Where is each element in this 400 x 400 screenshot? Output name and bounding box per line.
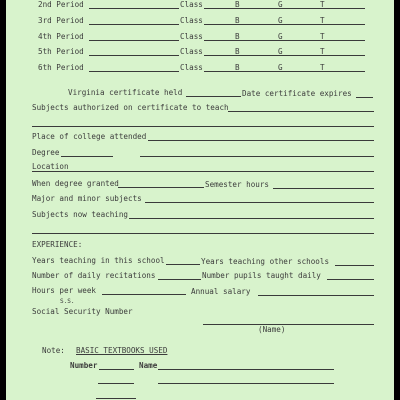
semester-hours-label: Semester hours: [205, 180, 270, 189]
total-label: T: [320, 0, 325, 9]
years-other-label: Years teaching other schools: [201, 257, 330, 266]
major-minor-label: Major and minor subjects: [32, 194, 142, 203]
degree-label: Degree: [32, 148, 60, 157]
when-degree-label: When degree granted: [32, 179, 119, 188]
ss-mark: S.S.: [60, 298, 75, 305]
college-label: Place of college attended: [32, 132, 147, 141]
name-line: [158, 369, 334, 370]
salary-line: [258, 295, 374, 296]
major-minor-line: [145, 202, 374, 203]
semester-hours-line: [273, 188, 374, 189]
total-label: T: [320, 47, 325, 56]
date-expires-line: [356, 97, 373, 98]
class-line: [204, 24, 365, 25]
signature-line: [203, 324, 374, 325]
name-label: Name: [139, 361, 158, 370]
period-label: 4th Period: [38, 32, 84, 41]
experience-heading: EXPERIENCE:: [32, 240, 83, 249]
period-line: [89, 24, 179, 25]
subjects-now-label: Subjects now teaching: [32, 210, 129, 219]
pupils-daily-label: Number pupils taught daily: [202, 271, 321, 280]
number-line: [98, 383, 134, 384]
period-line: [89, 8, 179, 9]
girls-label: G: [278, 47, 283, 56]
location-label: Location: [32, 162, 69, 171]
class-line: [204, 55, 365, 56]
blank-line: [32, 126, 374, 127]
subjects-now-line: [129, 218, 374, 219]
social-security-label: Social Security Number: [32, 307, 133, 316]
number-line: [96, 398, 136, 399]
period-line: [89, 55, 179, 56]
class-label: Class: [180, 63, 203, 72]
textbooks-heading: BASIC TEXTBOOKS USED: [76, 346, 168, 355]
pupils-daily-line: [327, 279, 374, 280]
subjects-authorized-line: [228, 111, 374, 112]
date-expires-label: Date certificate expires: [242, 89, 352, 98]
period-label: 6th Period: [38, 63, 84, 72]
boys-label: B: [235, 0, 240, 9]
subjects-authorized-label: Subjects authorized on certificate to teach: [32, 103, 229, 112]
certificate-held-label: Virginia certificate held: [68, 88, 183, 97]
class-line: [204, 71, 365, 72]
certificate-held-line: [186, 96, 241, 97]
class-line: [204, 8, 365, 9]
boys-label: B: [235, 32, 240, 41]
degree-line: [61, 156, 113, 157]
class-label: Class: [180, 16, 203, 25]
number-line: [99, 369, 134, 370]
boys-label: B: [235, 63, 240, 72]
degree-line-2: [140, 156, 374, 157]
years-other-line: [335, 265, 374, 266]
class-label: Class: [180, 0, 203, 9]
years-school-line: [166, 264, 200, 265]
when-degree-line: [118, 187, 204, 188]
boys-label: B: [235, 47, 240, 56]
period-line: [89, 71, 179, 72]
period-label: 2nd Period: [38, 0, 84, 9]
note-label: Note:: [42, 346, 65, 355]
class-label: Class: [180, 32, 203, 41]
total-label: T: [320, 63, 325, 72]
girls-label: G: [278, 32, 283, 41]
period-line: [89, 40, 179, 41]
class-line: [204, 40, 365, 41]
location-line: [32, 171, 374, 172]
girls-label: G: [278, 0, 283, 9]
hours-week-label: Hours per week: [32, 286, 97, 295]
period-label: 3rd Period: [38, 16, 84, 25]
blank-line: [32, 233, 374, 234]
hours-week-line: [102, 294, 186, 295]
girls-label: G: [278, 16, 283, 25]
name-caption: (Name): [258, 325, 286, 334]
boys-label: B: [235, 16, 240, 25]
form-page: [6, 0, 394, 400]
years-school-label: Years teaching in this school: [32, 256, 165, 265]
name-line: [158, 383, 334, 384]
number-label: Number: [70, 361, 98, 370]
period-label: 5th Period: [38, 47, 84, 56]
girls-label: G: [278, 63, 283, 72]
total-label: T: [320, 16, 325, 25]
daily-recitations-label: Number of daily recitations: [32, 271, 156, 280]
daily-recitations-line: [158, 279, 201, 280]
salary-label: Annual salary: [191, 287, 251, 296]
college-line: [148, 140, 374, 141]
class-label: Class: [180, 47, 203, 56]
total-label: T: [320, 32, 325, 41]
